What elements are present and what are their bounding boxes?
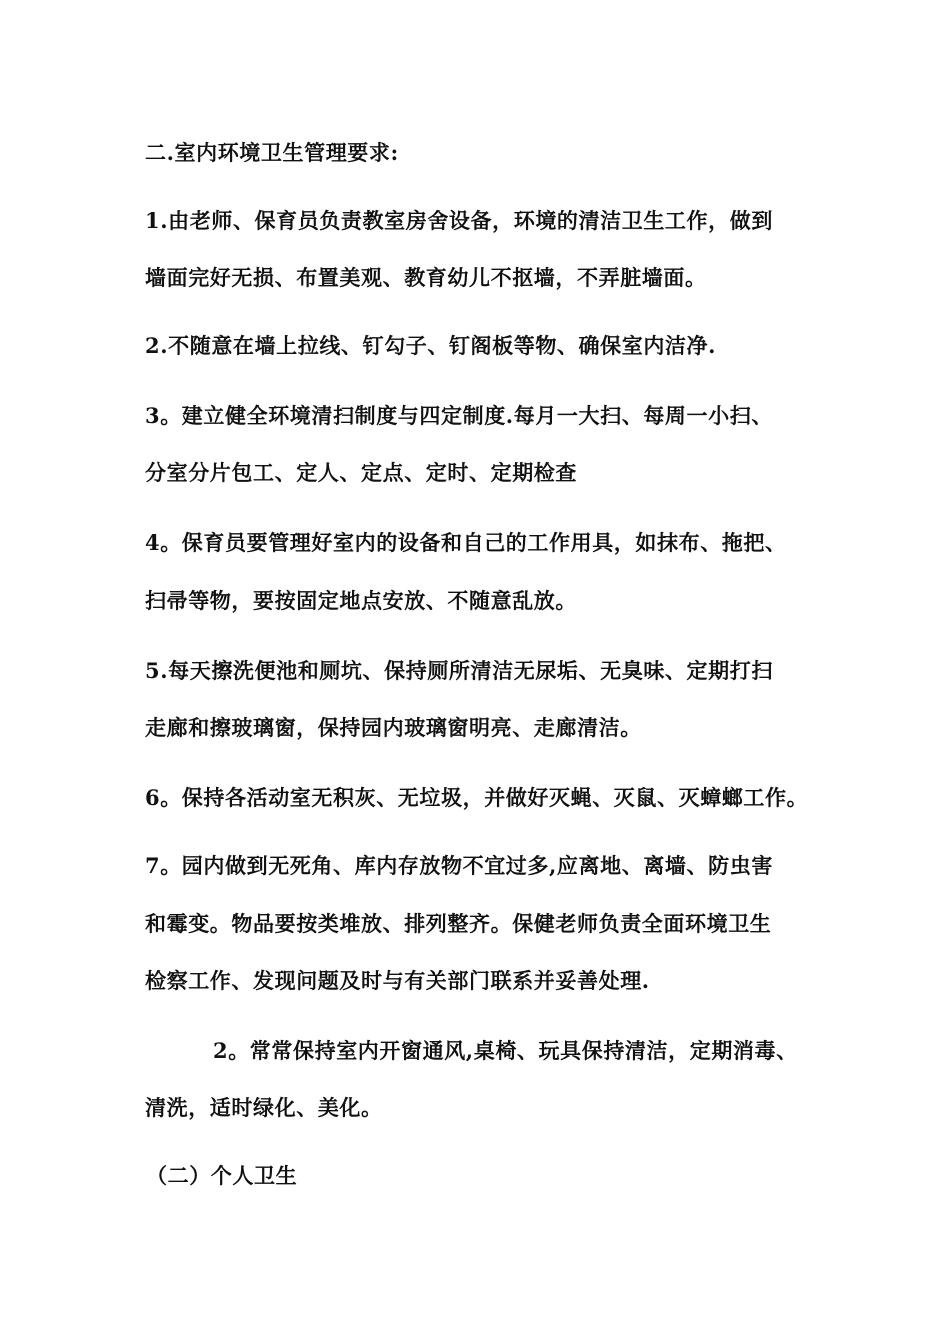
paragraph-line: 检察工作、发现问题及时与有关部门联系并妥善处理. [145, 968, 650, 993]
section-heading: 二.室内环境卫生管理要求: [145, 140, 399, 165]
paragraph-line: 3。建立健全环境清扫制度与四定制度.每月一大扫、每周一小扫、 [145, 403, 773, 428]
paragraph-line: 扫帚等物，要按固定地点安放、不随意乱放。 [145, 588, 577, 613]
paragraph-line: 走廊和擦玻璃窗，保持园内玻璃窗明亮、走廊清洁。 [145, 715, 642, 740]
paragraph-line: 7。园内做到无死角、库内存放物不宜过多,应离地、离墙、防虫害 [145, 853, 773, 878]
paragraph-line: 2。常常保持室内开窗通风,桌椅、玩具保持清洁，定期消毒、 [213, 1038, 798, 1063]
paragraph-line: 4。保育员要管理好室内的设备和自己的工作用具，如抹布、拖把、 [145, 530, 787, 555]
paragraph-line: 分室分片包工、定人、定点、定时、定期检查 [145, 460, 577, 485]
subsection-heading: （二）个人卫生 [146, 1163, 298, 1188]
paragraph-line: 1.由老师、保育员负责教室房舍设备，环境的清洁卫生工作，做到 [145, 208, 773, 233]
paragraph-line: 和霉变。物品要按类堆放、排列整齐。保健老师负责全面环境卫生 [145, 911, 772, 936]
paragraph-line: 5.每天擦洗便池和厕坑、保持厕所清洁无尿垢、无臭味、定期打扫 [145, 658, 773, 683]
paragraph-line: 清洗，适时绿化、美化。 [145, 1095, 383, 1120]
paragraph-line: 墙面完好无损、布置美观、教育幼儿不抠墙，不弄脏墙面。 [145, 265, 707, 290]
paragraph-line: 6。保持各活动室无积灰、无垃圾，并做好灭蝇、灭鼠、灭蟑螂工作。 [145, 785, 809, 810]
paragraph-line: 2.不随意在墙上拉线、钉勾子、钉阁板等物、确保室内洁净. [145, 333, 717, 358]
